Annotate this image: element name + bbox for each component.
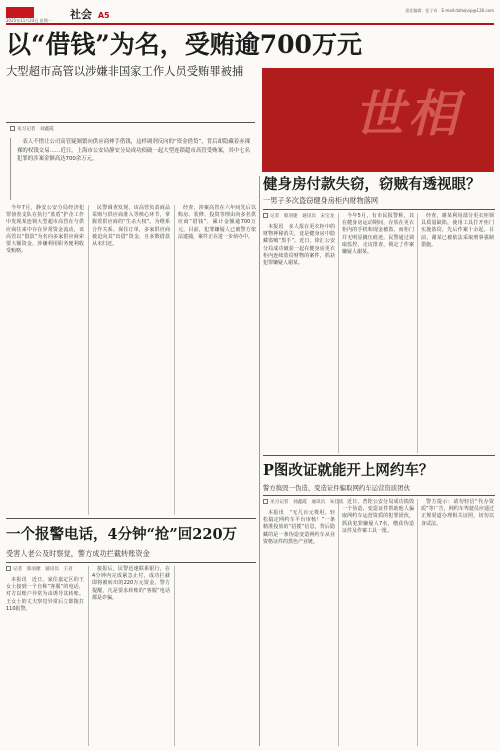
- article4-col2-text: 接报后，民警迅速联系银行，在4分钟内完成紧急止付，成功拦截即将被转出的220万元资金。警方提醒，凡是要求转账的“客服”电话都是诈骗。: [92, 566, 170, 601]
- byline-box-icon: [263, 213, 268, 218]
- article4-rule-top: [6, 518, 256, 519]
- article4-headline: 一个报警电话，4分钟“抢”回220万: [6, 526, 238, 543]
- article3-rule: [263, 495, 495, 496]
- page-code: A5: [97, 11, 110, 20]
- col-divider: [174, 566, 175, 746]
- article3-col3: [421, 499, 494, 746]
- col-divider: [338, 213, 339, 453]
- article1-col1: [6, 205, 84, 515]
- article1-byline: [10, 126, 54, 132]
- col-divider: [338, 499, 339, 746]
- article2-col3-text: 经查，谢某利用部分更衣柜锁具质量缺陷，使用工具打开柜门实施盗窃，先后作案十余起。目前，谢某已被依法采取刑事强制措施。: [421, 213, 494, 248]
- banner-text: 世相: [354, 84, 462, 143]
- article1-lead: 表人不惜让公司高管疑频繁向供应商伸手借钱，这样调剂反向的“资金借贷”，背后却隐藏着赤裸裸的权钱交易……近日，上海市公安局静安分局成功侦破一起大型连锁超市高管受贿案，其中七名犯罪的涉案金额高达700余万元。: [17, 139, 250, 163]
- masthead-logo: [6, 7, 34, 18]
- article1-headline: 以“借钱”为名，受贿逾700万元: [6, 30, 362, 59]
- contact-email: E-mail:dahejvip@126.com: [441, 8, 494, 13]
- article2-col1-text: 本报讯 多人报在更衣柜中的财物神秘消失，竟是健身房中隐藏盗贼“黑手”。近日，徐汇公安分局成功破获一起在健身房更衣柜内连续盗窃财物的案件，抓获犯罪嫌疑人谢某。: [263, 224, 335, 267]
- article4-byline-text: 记者 蔡羽捷 通讯员 王君: [13, 567, 73, 572]
- article4-col3: [178, 566, 256, 746]
- article1-subhead: 大型超市高管以涉嫌非国家工作人员受贿罪被捕: [6, 65, 244, 78]
- article1-byline-text: 见习记者 刘鑫霞: [17, 127, 54, 132]
- section-title: [70, 6, 110, 22]
- article3-col3-text: 警方提示：请勿轻信“代办资质”等广告，网约车驾驶员应通过正规渠道办理相关证照，切勿以身试法。: [421, 499, 494, 527]
- editor-name: 责任编辑：佳子奇: [405, 8, 438, 13]
- article2-col2-text: 今年5月，有市民报警称，其在健身房运动期间，存放在更衣柜内的手机和现金被盗，而柜门并无明显撬压痕迹。民警通过调取监控、走访排查，锁定了作案嫌疑人谢某。: [342, 213, 414, 256]
- byline-box-icon: [263, 499, 268, 504]
- col-divider: [417, 213, 418, 453]
- article2-headline: 健身房付款失窃，窃贼有透视眼？: [263, 177, 481, 193]
- byline-box-icon: [10, 126, 15, 131]
- article2-col2: [342, 213, 414, 453]
- col-divider: [417, 499, 418, 746]
- article1-rule: [6, 122, 255, 123]
- byline-box-icon: [6, 566, 11, 571]
- article3-byline: [263, 499, 344, 505]
- col-divider: [88, 566, 89, 746]
- article2-rule: [263, 209, 495, 210]
- article3-col1-text: 本报讯 “无几百元费用，轻松搞定网约车平台审核！”一条精准投放的“招揽”信息，背后隐藏的是一条伪造变造网约车从业资格证件的黑色产业链。: [263, 510, 335, 545]
- article1-col1-text: 今年7月，静安公安分局经济犯罪侦查支队在执行“蓝盾”护企工作中发现某连锁大型超市高管在与供应商往来中存在异常资金流动，该高管以“借款”为名向多家供应商索要大额资金，涉嫌利用职务便利收受贿赂。: [6, 205, 84, 255]
- article3-col2: [342, 499, 414, 746]
- article3-rule-top: [263, 455, 495, 456]
- article3-col1: [263, 510, 335, 746]
- article3-headline: P图改证就能开上网约车？: [263, 462, 434, 479]
- article4-col1: [6, 577, 84, 747]
- page-header: [6, 6, 494, 22]
- col-divider: [88, 205, 89, 515]
- article4-rule: [6, 562, 256, 563]
- article4-col2: [92, 566, 170, 746]
- article4-subhead: 受害人老公及时察觉，警方成功拦截转账资金: [6, 549, 150, 558]
- header-rule: [6, 23, 494, 25]
- article2-byline-text: 记者 蔡羽捷 通讯员 宋宝龙: [270, 214, 335, 219]
- article2-col1: [263, 224, 335, 454]
- half-divider: [259, 176, 260, 746]
- article2-byline: [263, 213, 334, 219]
- banner-graphic: [262, 68, 494, 172]
- article2-col3: [421, 213, 494, 453]
- article1-col3: [178, 205, 256, 515]
- section-name: 社会: [70, 8, 92, 21]
- article4-col1-text: 本报讯 近日，家住嘉定区的王女士接到一个自称“客服”的电话，对方以账户异常为由诱导其转账。王女士的丈夫察觉异常后立即拨打110报警。: [6, 577, 84, 612]
- article1-col2: [92, 205, 170, 515]
- article2-subhead: 一男子多次盗窃健身房柜内财物落网: [263, 196, 379, 205]
- article3-col2-text: 近日，普陀公安分局成功捣毁一个伪造、变造证件帮助他人骗取网约车运营资质的犯罪团伙，抓获犯罪嫌疑人7名，缴获伪造证件及作案工具一批。: [342, 499, 414, 534]
- article3-subhead: 警方捣毁一伪造、变造证件骗取网约车运营资质团伙: [263, 484, 410, 492]
- article3-byline-text: 见习记者 刘鑫霞 通讯员 朱佳依: [270, 500, 344, 505]
- article1-lead-box: [10, 138, 250, 200]
- article1-col3-text: 经查，涉案高管在六年间先后以购房、装修、投资等理由向多名供应商“借钱”，累计金额逾700万元。目前，犯罪嫌疑人已被警方依法逮捕，案件正在进一步侦办中。: [178, 205, 256, 240]
- issue-date: 2025年11月24日 星期一: [6, 18, 52, 23]
- article1-col2-text: 民警调查发现，该高管负责商品采购与供应商准入等核心环节，掌握着供应商的“生杀大权”。为维系合作关系、保住订单，多家供应商被迫向其“出借”资金，且多数借款从未归还。: [92, 205, 170, 248]
- editor-info: [405, 8, 494, 14]
- col-divider: [174, 205, 175, 515]
- article4-byline: [6, 566, 73, 572]
